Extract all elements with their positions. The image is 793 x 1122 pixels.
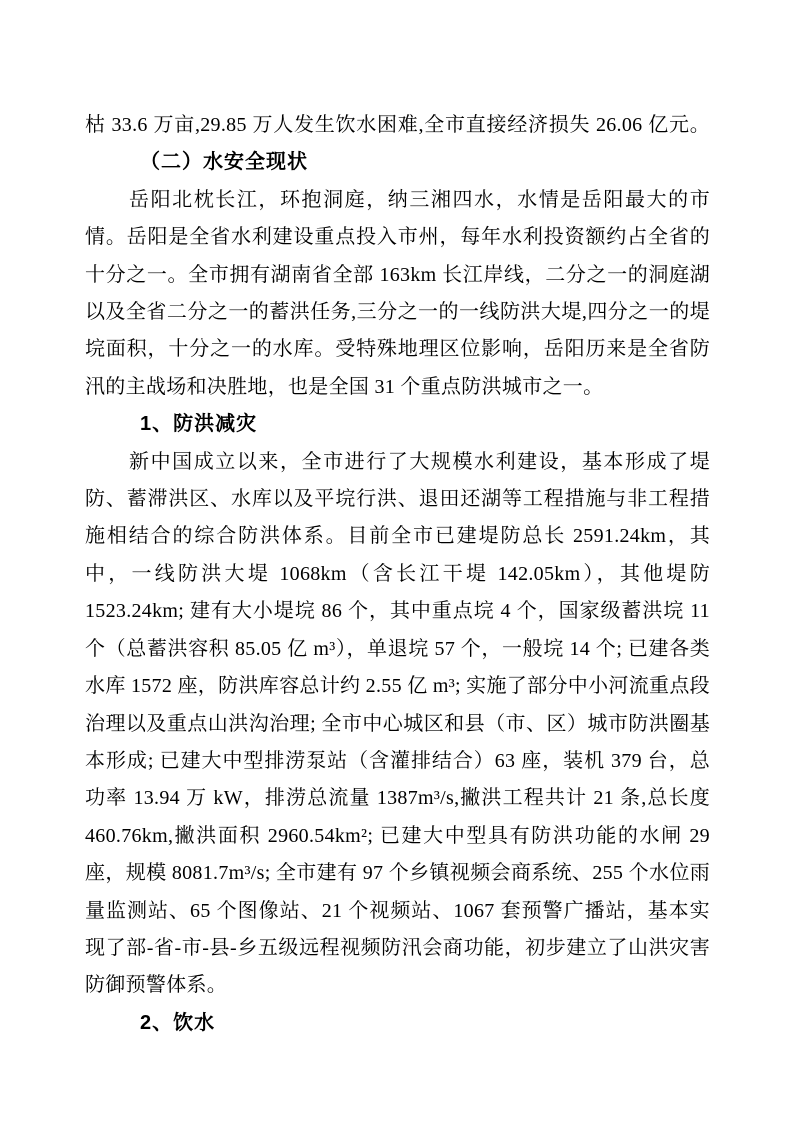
section-heading-water-safety-status: （二）水安全现状 bbox=[140, 151, 308, 174]
paragraph-yueyang-water-overview: 岳阳北枕长江，环抱洞庭，纳三湘四水，水情是岳阳最大的市情。岳阳是全省水利建设重点投入市州，每年水利投资额约占全省的十分之一。全市拥有湖南省全部 163km 长江岸线，二分之一的洞庭湖以及全省二分之一的蓄洪任务,三分之一的一线防洪大堤,四分之一的堤垸面积，十分之一的水库。受特殊地理区位影响，岳阳历来是全省防汛的主战场和决胜地，也是全国 31 个重点防洪城市之一。 bbox=[85, 188, 710, 398]
paragraph-flood-control-details: 新中国成立以来，全市进行了大规模水利建设，基本形成了堤防、蓄滞洪区、水库以及平垸行洪、退田还湖等工程措施与非工程措施相结合的综合防洪体系。目前全市已建堤防总长 2591.24km，其中，一线防洪大堤 1068km（含长江干堤 142.05km），其他堤防 1523.24km; 建有大小堤垸 86 个，其中重点垸 4 个，国家级蓄洪垸 11 个（总蓄洪容积 85.05 亿 m³），单退垸 57 个，一般垸 14 个; 已建各类水库 1572 座，防洪库容总计约 2.55 亿 m³; 实施了部分中小河流重点段治理以及重点山洪沟治理; 全市中心城区和县（市、区）城市防洪圈基本形成; 已建大中型排涝泵站（含灌排结合）63 座，装机 379 台，总功率 13.94 万 kW，排涝总流量 1387m³/s,撇洪工程共计 21 条,总长度 460.76km,撇洪面积 2960.54km²; 已建大中型具有防洪功能的水闸 29 座，规模 8081.7m³/s; 全市建有 97 个乡镇视频会商系统、255 个水位雨量监测站、65 个图像站、21 个视频站、1067 套预警广播站，基本实现了部-省-市-县-乡五级远程视频防汛会商功能，初步建立了山洪灾害防御预警体系。 bbox=[85, 450, 710, 997]
paragraph-drought-losses-continued: 枯 33.6 万亩,29.85 万人发生饮水困难,全市直接经济损失 26.06 亿元。 bbox=[85, 114, 710, 136]
document-content bbox=[85, 107, 710, 1042]
subsection-heading-flood-control: 1、防洪减灾 bbox=[140, 413, 258, 436]
subsection-heading-drinking-water: 2、饮水 bbox=[140, 1011, 216, 1034]
